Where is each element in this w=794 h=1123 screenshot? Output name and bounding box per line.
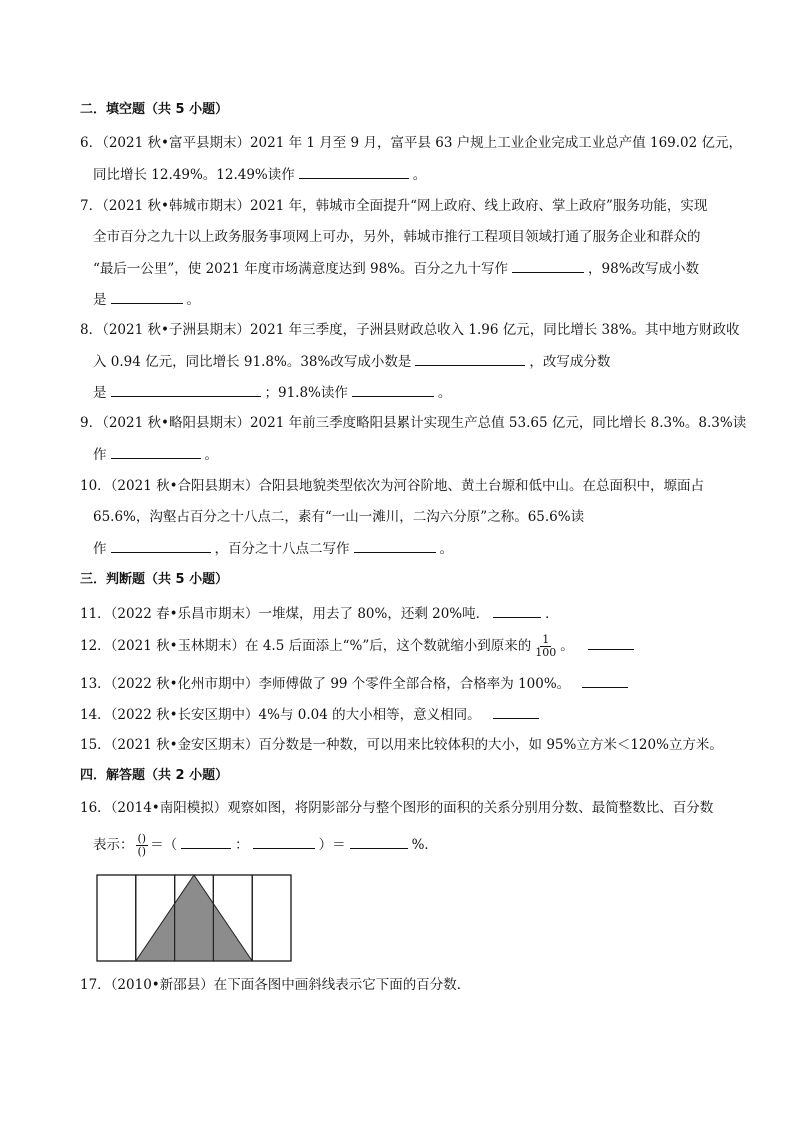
q8-text-d: ；91.8%读作 [264,385,348,401]
q16-text-a: 表示： [93,837,134,853]
q11-line [80,603,559,624]
section-fill-heading: 二．填空题（共 5 小题） [80,102,229,117]
section-answer-heading: 四．解答题（共 2 小题） [80,768,229,783]
q16-blank-3[interactable] [350,834,408,849]
q9-line2 [93,444,218,465]
q9-text: 作 [93,447,107,463]
q13-line [80,673,632,694]
q10-line1: 10．（2021 秋•合阳县期末）合阳县地貌类型依次为河谷阶地、黄土台塬和低中山。在总面积中，塬面占 [80,478,705,494]
q9-blank[interactable] [111,444,201,459]
q7-blank-2[interactable] [111,289,183,304]
q6-text: 同比增长 12.49%。12.49%读作 [93,167,295,183]
q10-text-b: ，百分之十八点二写作 [214,541,350,557]
q7-line2: 全市百分之九十以上政务服务事项网上可办，另外，韩城市推行工程项目领域打通了服务企业和群众的 [93,229,701,245]
q7-blank-1[interactable] [512,258,584,273]
q7-text-a: “最后一公里”，使 2021 年度市场满意度达到 98%。百分之九十写作 [93,261,509,277]
q12-blank[interactable] [588,635,634,650]
q6-end: 。 [412,167,427,183]
q7-text-c: 是 [93,292,107,308]
q9-line1: 9．（2021 秋•略阳县期末）2021 年前三季度略阳县累计实现生产总值 53.65 亿元，同比增长 8.3%。8.3%读 [80,415,747,431]
q16-end: %． [411,837,438,853]
q8-blank-3[interactable] [352,382,434,397]
q8-line2 [93,351,610,372]
q8-line3 [93,382,451,403]
q13-text: 13．（2022 秋•化州市期中）李师傅做了 99 个零件全部合格，合格率为 100%。 [80,676,571,692]
q12-end: 。 [560,638,574,654]
q16-colon: ： [235,837,249,853]
section-judge-heading: 三．判断题（共 5 小题） [80,572,229,587]
q8-text-a: 入 0.94 亿元，同比增长 91.8%。38%改写成小数是 [93,354,412,370]
q16-line1: 16．（2014•南阳模拟）观察如图，将阴影部分与整个图形的面积的关系分别用分数、最简整数比、百分数 [80,800,714,816]
q8-text-c: 是 [93,385,107,401]
q11-end: ． [545,606,559,622]
q8-text-b: ，改写成分数 [529,354,611,370]
q14-text: 14．（2022 秋•长安区期中）4%与 0.04 的大小相等，意义相同。 [80,707,481,723]
q7-line4 [93,289,200,310]
q11-text: 11．（2022 春•乐昌市期末）一堆煤，用去了 80%，还剩 20%吨． [80,606,490,622]
q10-blank-1[interactable] [111,538,211,553]
q16-fraction-numerator: () [137,832,147,845]
q10-end: 。 [439,541,453,557]
q6-line2 [93,164,426,185]
q16-text-c: ）＝ [318,837,346,853]
q12-line [80,634,638,659]
q8-blank-2[interactable] [111,382,261,397]
q16-text-b: ＝（ [150,837,178,853]
q14-blank[interactable] [493,704,539,719]
q16-blank-1[interactable] [181,834,231,849]
q11-blank[interactable] [493,603,541,618]
q10-blank-2[interactable] [354,538,436,553]
q10-text-a: 作 [93,541,107,557]
q9-end: 。 [204,447,218,463]
q17-line: 17．（2010•新邵县）在下面各图中画斜线表示它下面的百分数． [80,977,471,993]
q7-end: 。 [186,292,200,308]
q8-end: 。 [437,385,452,401]
q7-text-b: ，98%改写成小数 [588,261,700,277]
shaded-triangle [136,875,252,961]
q10-line2: 65.6%，沟壑占百分之十八点二，素有“一山一滩川，二沟六分原”之称。65.6%读 [93,509,585,525]
q16-fraction [136,833,149,858]
q12-fraction-numerator: 1 [542,633,550,646]
q6-line1: 6．（2021 秋•富平县期末）2021 年 1 月至 9 月，富平县 63 户规上工业企业完成工业总产值 169.02 亿元， [80,135,743,151]
q14-line [80,704,543,725]
q7-line1: 7．（2021 秋•韩城市期末）2021 年，韩城市全面提升“网上政府、线上政府、掌上政府”服务功能，实现 [80,198,708,214]
q12-text: 12．（2021 秋•玉林期末）在 4.5 后面添上“%”后，这个数就缩小到原来的 [80,638,532,654]
q13-blank[interactable] [582,673,628,688]
q16-blank-2[interactable] [253,834,315,849]
grid-cell-5 [252,875,291,961]
q8-line1: 8．（2021 秋•子洲县期末）2021 年三季度，子洲县财政总收入 1.96 亿元，同比增长 38%。其中地方财政收 [80,322,740,338]
shaded-triangle-figure [96,874,292,962]
q12-fraction-denominator: 100 [535,646,557,659]
q6-answer-blank[interactable] [299,164,409,179]
grid-cell-1 [97,875,136,961]
q12-fraction [533,634,558,659]
q16-line2 [93,833,438,858]
q10-line3 [93,538,453,559]
q15-line: 15．（2021 秋•金安区期末）百分数是一种数，可以用来比较体积的大小，如 95%立方米＜120%立方米。 [80,737,723,753]
q7-line3 [93,258,699,279]
q8-blank-1[interactable] [415,351,525,366]
q16-fraction-denominator: () [137,845,147,858]
